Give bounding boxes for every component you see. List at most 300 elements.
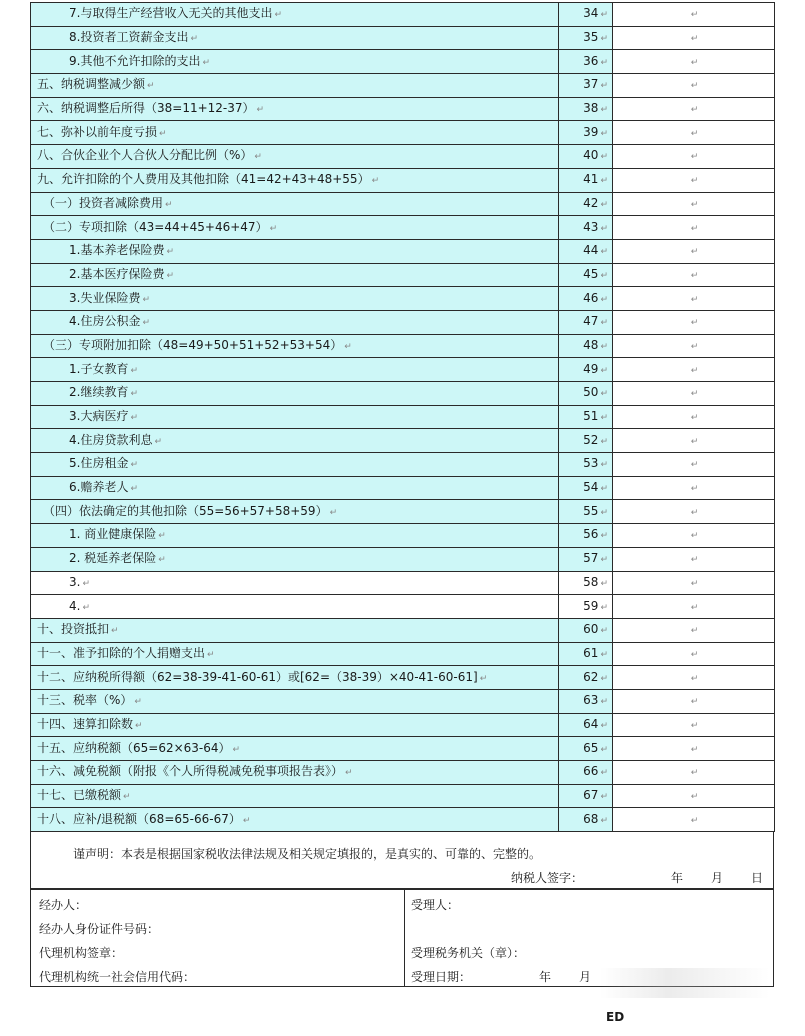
row-number: 53: [583, 456, 599, 471]
row-number-cell: [559, 50, 613, 74]
row-number: 59: [583, 598, 599, 613]
row-number: 45: [583, 266, 599, 281]
row-item-label: [31, 216, 559, 240]
return-mark-icon: ↵: [690, 10, 699, 21]
row-number-cell: [559, 168, 613, 192]
table-row: [31, 334, 775, 358]
row-item-label: [31, 618, 559, 642]
row-amount-cell[interactable]: [613, 74, 775, 98]
table-row: [31, 713, 775, 737]
row-number: 65: [583, 740, 599, 755]
return-mark-icon: ↵: [600, 507, 608, 518]
return-mark-icon: ↵: [600, 792, 608, 803]
row-number-cell: [559, 3, 613, 27]
receive-date-label: 受理日期：: [411, 970, 472, 985]
row-number: 56: [583, 527, 599, 542]
row-amount-cell[interactable]: [613, 524, 775, 548]
return-mark-icon: ↵: [690, 247, 699, 258]
return-mark-icon: ↵: [82, 578, 90, 589]
row-number: 37: [583, 77, 599, 92]
return-mark-icon: ↵: [690, 649, 699, 660]
row-item-text: 2. 税延养老保险: [69, 551, 157, 566]
row-number-cell: [559, 145, 613, 169]
return-mark-icon: ↵: [690, 341, 699, 352]
return-mark-icon: ↵: [690, 792, 699, 803]
sign-month-label: 月: [711, 871, 724, 886]
row-item-text: （三）专项附加扣除（48=49+50+51+52+53+54）: [43, 337, 343, 352]
table-row: [31, 382, 775, 406]
row-item-label: [31, 453, 559, 477]
row-number: 48: [583, 337, 599, 352]
return-mark-icon: ↵: [479, 673, 488, 684]
row-item-label: [31, 476, 559, 500]
table-row: [31, 642, 775, 666]
row-amount-cell[interactable]: [613, 689, 775, 713]
return-mark-icon: ↵: [154, 436, 162, 447]
row-item-text: 9.其他不允许扣除的支出: [69, 53, 201, 68]
return-mark-icon: ↵: [147, 81, 155, 92]
table-row: [31, 808, 775, 832]
return-mark-icon: ↵: [690, 105, 699, 116]
return-mark-icon: ↵: [690, 602, 699, 613]
return-mark-icon: ↵: [600, 57, 608, 68]
return-mark-icon: ↵: [690, 389, 699, 400]
row-number-cell: [559, 547, 613, 571]
deduction-table: [30, 2, 775, 832]
row-amount-cell[interactable]: [613, 310, 775, 334]
row-item-text: 十七、已缴税额: [37, 788, 122, 803]
row-amount-cell[interactable]: [613, 761, 775, 785]
row-item-text: 7.与取得生产经营收入无关的其他支出: [69, 6, 273, 21]
row-item-label: [31, 192, 559, 216]
row-item-label: [31, 500, 559, 524]
return-mark-icon: ↵: [600, 294, 608, 305]
table-row: [31, 618, 775, 642]
receiver-label: 受理人：: [411, 898, 460, 913]
table-row: [31, 263, 775, 287]
row-item-text: 十五、应纳税额（65=62×63-64）: [37, 740, 231, 755]
row-number-cell: [559, 216, 613, 240]
declaration-box: [30, 832, 774, 889]
return-mark-icon: ↵: [600, 531, 608, 542]
row-item-text: 1. 商业健康保险: [69, 527, 157, 542]
return-mark-icon: ↵: [142, 294, 150, 305]
table-row: [31, 429, 775, 453]
row-number: 35: [583, 30, 599, 45]
return-mark-icon: ↵: [600, 436, 608, 447]
return-mark-icon: ↵: [130, 389, 138, 400]
row-amount-cell[interactable]: [613, 547, 775, 571]
row-item-label: [31, 26, 559, 50]
column-divider: [404, 890, 405, 986]
return-mark-icon: ↵: [165, 199, 173, 210]
return-mark-icon: ↵: [690, 34, 699, 45]
return-mark-icon: ↵: [600, 318, 608, 329]
row-item-text: 4.住房公积金: [69, 314, 141, 329]
row-item-text: 九、允许扣除的个人费用及其他扣除（41=42+43+48+55）: [37, 172, 370, 187]
return-mark-icon: ↵: [600, 815, 608, 826]
row-amount-cell[interactable]: [613, 618, 775, 642]
row-item-label: [31, 74, 559, 98]
row-item-label: [31, 571, 559, 595]
sign-year-label: 年: [671, 871, 684, 886]
return-mark-icon: ↵: [690, 294, 699, 305]
row-amount-cell[interactable]: [613, 97, 775, 121]
row-number-cell: [559, 737, 613, 761]
table-row: [31, 453, 775, 477]
row-number: 50: [583, 385, 599, 400]
table-row: [31, 737, 775, 761]
row-amount-cell[interactable]: [613, 168, 775, 192]
row-number-cell: [559, 121, 613, 145]
return-mark-icon: ↵: [269, 223, 278, 234]
row-number: 34: [583, 6, 599, 21]
return-mark-icon: ↵: [254, 152, 262, 163]
row-item-label: [31, 145, 559, 169]
row-item-text: （二）专项扣除（43=44+45+46+47）: [43, 219, 268, 234]
row-item-text: 六、纳税调整后所得（38=11+12-37）: [37, 101, 255, 116]
return-mark-icon: ↵: [600, 555, 608, 566]
declaration-statement: 谨声明：本表是根据国家税收法律法规及相关规定填报的，是真实的、可靠的、完整的。: [73, 847, 542, 862]
row-item-text: 十六、减免税额（附报《个人所得税减免税事项报告表》）: [37, 764, 344, 779]
tax-form-sheet: [30, 2, 774, 987]
row-amount-cell[interactable]: [613, 239, 775, 263]
row-number-cell: [559, 429, 613, 453]
row-number: 52: [583, 432, 599, 447]
row-number-cell: [559, 26, 613, 50]
return-mark-icon: ↵: [690, 318, 699, 329]
return-mark-icon: ↵: [690, 697, 699, 708]
row-item-label: [31, 595, 559, 619]
row-item-label: [31, 263, 559, 287]
row-number-cell: [559, 808, 613, 832]
return-mark-icon: ↵: [130, 460, 138, 471]
return-mark-icon: ↵: [134, 697, 142, 708]
row-number: 68: [583, 811, 599, 826]
row-number: 42: [583, 195, 599, 210]
row-number-cell: [559, 595, 613, 619]
row-number-cell: [559, 358, 613, 382]
row-amount-cell[interactable]: [613, 287, 775, 311]
return-mark-icon: ↵: [600, 34, 608, 45]
row-item-text: （四）依法确定的其他扣除（55=56+57+58+59）: [43, 503, 328, 518]
return-mark-icon: ↵: [690, 507, 699, 518]
table-row: [31, 689, 775, 713]
row-amount-cell[interactable]: [613, 216, 775, 240]
row-amount-cell[interactable]: [613, 26, 775, 50]
return-mark-icon: ↵: [600, 460, 608, 471]
table-row: [31, 145, 775, 169]
row-number-cell: [559, 405, 613, 429]
row-number: 43: [583, 219, 599, 234]
row-amount-cell[interactable]: [613, 500, 775, 524]
row-item-text: 十一、准予扣除的个人捐赠支出: [37, 645, 206, 660]
table-row: [31, 500, 775, 524]
agency-credit-code-label: 代理机构统一社会信用代码：: [39, 970, 196, 985]
row-item-text: 十三、税率（%）: [37, 693, 133, 708]
row-amount-cell[interactable]: [613, 642, 775, 666]
return-mark-icon: ↵: [600, 413, 608, 424]
row-amount-cell[interactable]: [613, 382, 775, 406]
table-row: [31, 239, 775, 263]
row-item-label: [31, 310, 559, 334]
row-amount-cell[interactable]: [613, 405, 775, 429]
row-number-cell: [559, 666, 613, 690]
row-number-cell: [559, 382, 613, 406]
row-number: 44: [583, 243, 599, 258]
return-mark-icon: ↵: [600, 152, 608, 163]
row-item-text: 3.: [69, 574, 81, 589]
row-item-text: 2.基本医疗保险费: [69, 266, 165, 281]
row-number-cell: [559, 476, 613, 500]
row-item-label: [31, 405, 559, 429]
return-mark-icon: ↵: [344, 341, 352, 352]
row-item-label: [31, 784, 559, 808]
row-amount-cell[interactable]: [613, 595, 775, 619]
taxpayer-signature-label: 纳税人签字：: [511, 871, 584, 886]
row-item-text: 3.失业保险费: [69, 290, 141, 305]
return-mark-icon: ↵: [690, 128, 699, 139]
row-item-label: [31, 713, 559, 737]
table-row: [31, 595, 775, 619]
row-number-cell: [559, 618, 613, 642]
row-item-text: 八、合伙企业个人合伙人分配比例（%）: [37, 148, 253, 163]
row-amount-cell[interactable]: [613, 145, 775, 169]
table-row: [31, 192, 775, 216]
row-number-cell: [559, 287, 613, 311]
row-number-cell: [559, 500, 613, 524]
return-mark-icon: ↵: [158, 531, 166, 542]
row-item-label: [31, 689, 559, 713]
row-number: 39: [583, 124, 599, 139]
row-number: 36: [583, 53, 599, 68]
return-mark-icon: ↵: [690, 413, 699, 424]
return-mark-icon: ↵: [600, 365, 608, 376]
row-number-cell: [559, 689, 613, 713]
row-number: 38: [583, 101, 599, 116]
row-amount-cell[interactable]: [613, 808, 775, 832]
return-mark-icon: ↵: [600, 270, 608, 281]
row-number: 63: [583, 693, 599, 708]
return-mark-icon: ↵: [600, 223, 608, 234]
row-amount-cell[interactable]: [613, 50, 775, 74]
return-mark-icon: ↵: [123, 792, 131, 803]
return-mark-icon: ↵: [690, 555, 699, 566]
row-number-cell: [559, 784, 613, 808]
row-number-cell: [559, 713, 613, 737]
table-row: [31, 168, 775, 192]
row-amount-cell[interactable]: [613, 358, 775, 382]
row-number: 41: [583, 172, 599, 187]
table-row: [31, 524, 775, 548]
row-number: 58: [583, 574, 599, 589]
row-number: 49: [583, 361, 599, 376]
return-mark-icon: ↵: [329, 507, 338, 518]
row-amount-cell[interactable]: [613, 571, 775, 595]
row-number-cell: [559, 310, 613, 334]
return-mark-icon: ↵: [130, 365, 138, 376]
return-mark-icon: ↵: [158, 555, 166, 566]
row-number-cell: [559, 453, 613, 477]
table-row: [31, 310, 775, 334]
return-mark-icon: ↵: [130, 484, 138, 495]
row-item-text: 5.住房租金: [69, 456, 129, 471]
row-amount-cell[interactable]: [613, 334, 775, 358]
row-amount-cell[interactable]: [613, 476, 775, 500]
row-number-cell: [559, 524, 613, 548]
return-mark-icon: ↵: [690, 270, 699, 281]
row-amount-cell[interactable]: [613, 666, 775, 690]
row-item-text: 五、纳税调整减少额: [37, 77, 146, 92]
row-item-text: 8.投资者工资薪金支出: [69, 30, 189, 45]
return-mark-icon: ↵: [690, 673, 699, 684]
row-item-label: [31, 50, 559, 74]
return-mark-icon: ↵: [690, 176, 699, 187]
row-number-cell: [559, 571, 613, 595]
row-item-label: [31, 358, 559, 382]
return-mark-icon: ↵: [600, 578, 608, 589]
receive-year-label: 年: [539, 970, 552, 985]
return-mark-icon: ↵: [82, 602, 90, 613]
row-item-label: [31, 239, 559, 263]
return-mark-icon: ↵: [600, 744, 608, 755]
return-mark-icon: ↵: [690, 815, 699, 826]
return-mark-icon: ↵: [690, 720, 699, 731]
return-mark-icon: ↵: [690, 768, 699, 779]
row-amount-cell[interactable]: [613, 121, 775, 145]
return-mark-icon: ↵: [600, 673, 608, 684]
table-row: [31, 26, 775, 50]
table-row: [31, 761, 775, 785]
return-mark-icon: ↵: [345, 768, 353, 779]
return-mark-icon: ↵: [232, 744, 241, 755]
return-mark-icon: ↵: [207, 649, 215, 660]
row-number: 55: [583, 503, 599, 518]
row-number-cell: [559, 192, 613, 216]
return-mark-icon: ↵: [690, 199, 699, 210]
return-mark-icon: ↵: [600, 768, 608, 779]
table-row: [31, 121, 775, 145]
table-row: [31, 97, 775, 121]
table-row: [31, 547, 775, 571]
return-mark-icon: ↵: [600, 176, 608, 187]
row-number: 51: [583, 409, 599, 424]
return-mark-icon: ↵: [690, 57, 699, 68]
return-mark-icon: ↵: [159, 128, 167, 139]
row-item-label: [31, 666, 559, 690]
table-row: [31, 216, 775, 240]
handler-id-label: 经办人身份证件号码：: [39, 922, 160, 937]
return-mark-icon: ↵: [202, 57, 210, 68]
table-row: [31, 358, 775, 382]
return-mark-icon: ↵: [600, 10, 608, 21]
row-amount-cell[interactable]: [613, 737, 775, 761]
return-mark-icon: ↵: [135, 720, 143, 731]
row-amount-cell[interactable]: [613, 713, 775, 737]
stamp-watermark: [600, 968, 770, 998]
row-item-text: 4.住房贷款利息: [69, 432, 153, 447]
row-amount-cell[interactable]: [613, 192, 775, 216]
row-amount-cell[interactable]: [613, 453, 775, 477]
handler-label: 经办人：: [39, 898, 88, 913]
row-number-cell: [559, 74, 613, 98]
row-number: 62: [583, 669, 599, 684]
return-mark-icon: ↵: [371, 176, 380, 187]
row-item-label: [31, 429, 559, 453]
row-item-label: [31, 121, 559, 145]
table-row: [31, 3, 775, 27]
row-number: 46: [583, 290, 599, 305]
row-amount-cell[interactable]: [613, 784, 775, 808]
return-mark-icon: ↵: [142, 318, 150, 329]
row-number: 67: [583, 788, 599, 803]
row-item-text: 七、弥补以前年度亏损: [37, 124, 158, 139]
return-mark-icon: ↵: [600, 720, 608, 731]
row-number: 60: [583, 622, 599, 637]
row-number: 54: [583, 480, 599, 495]
row-item-text: 十二、应纳税所得额（62=38-39-41-60-61）或[62=（38-39）×40-41-60-61]: [37, 669, 478, 684]
table-row: [31, 50, 775, 74]
row-number: 61: [583, 645, 599, 660]
return-mark-icon: ↵: [600, 247, 608, 258]
row-number-cell: [559, 334, 613, 358]
row-item-label: [31, 382, 559, 406]
row-item-text: 4.: [69, 598, 81, 613]
table-row: [31, 784, 775, 808]
row-item-text: 6.赡养老人: [69, 480, 129, 495]
return-mark-icon: ↵: [690, 436, 699, 447]
table-row: [31, 666, 775, 690]
return-mark-icon: ↵: [600, 697, 608, 708]
row-item-label: [31, 808, 559, 832]
table-row: [31, 476, 775, 500]
row-number-cell: [559, 97, 613, 121]
return-mark-icon: ↵: [600, 199, 608, 210]
row-amount-cell[interactable]: [613, 429, 775, 453]
return-mark-icon: ↵: [600, 81, 608, 92]
tax-office-label: 受理税务机关（章）：: [411, 946, 526, 961]
return-mark-icon: ↵: [256, 105, 265, 116]
row-item-text: 十四、速算扣除数: [37, 716, 134, 731]
return-mark-icon: ↵: [166, 247, 174, 258]
row-number-cell: [559, 761, 613, 785]
row-item-text: 1.子女教育: [69, 361, 129, 376]
return-mark-icon: ↵: [690, 460, 699, 471]
return-mark-icon: ↵: [600, 389, 608, 400]
row-item-label: [31, 642, 559, 666]
row-number-cell: [559, 239, 613, 263]
row-item-label: [31, 168, 559, 192]
return-mark-icon: ↵: [242, 815, 251, 826]
row-item-label: [31, 97, 559, 121]
row-item-text: 十八、应补/退税额（68=65-66-67）: [37, 811, 241, 826]
row-number-cell: [559, 263, 613, 287]
stamp-text: ED: [606, 1010, 625, 1024]
row-item-text: 2.继续教育: [69, 385, 129, 400]
return-mark-icon: ↵: [600, 128, 608, 139]
row-number: 57: [583, 551, 599, 566]
row-number: 66: [583, 764, 599, 779]
return-mark-icon: ↵: [600, 602, 608, 613]
sign-day-label: 日: [751, 871, 764, 886]
row-number-cell: [559, 642, 613, 666]
row-number: 47: [583, 314, 599, 329]
row-amount-cell[interactable]: [613, 3, 775, 27]
row-amount-cell[interactable]: [613, 263, 775, 287]
return-mark-icon: ↵: [690, 484, 699, 495]
table-row: [31, 405, 775, 429]
row-item-label: [31, 3, 559, 27]
